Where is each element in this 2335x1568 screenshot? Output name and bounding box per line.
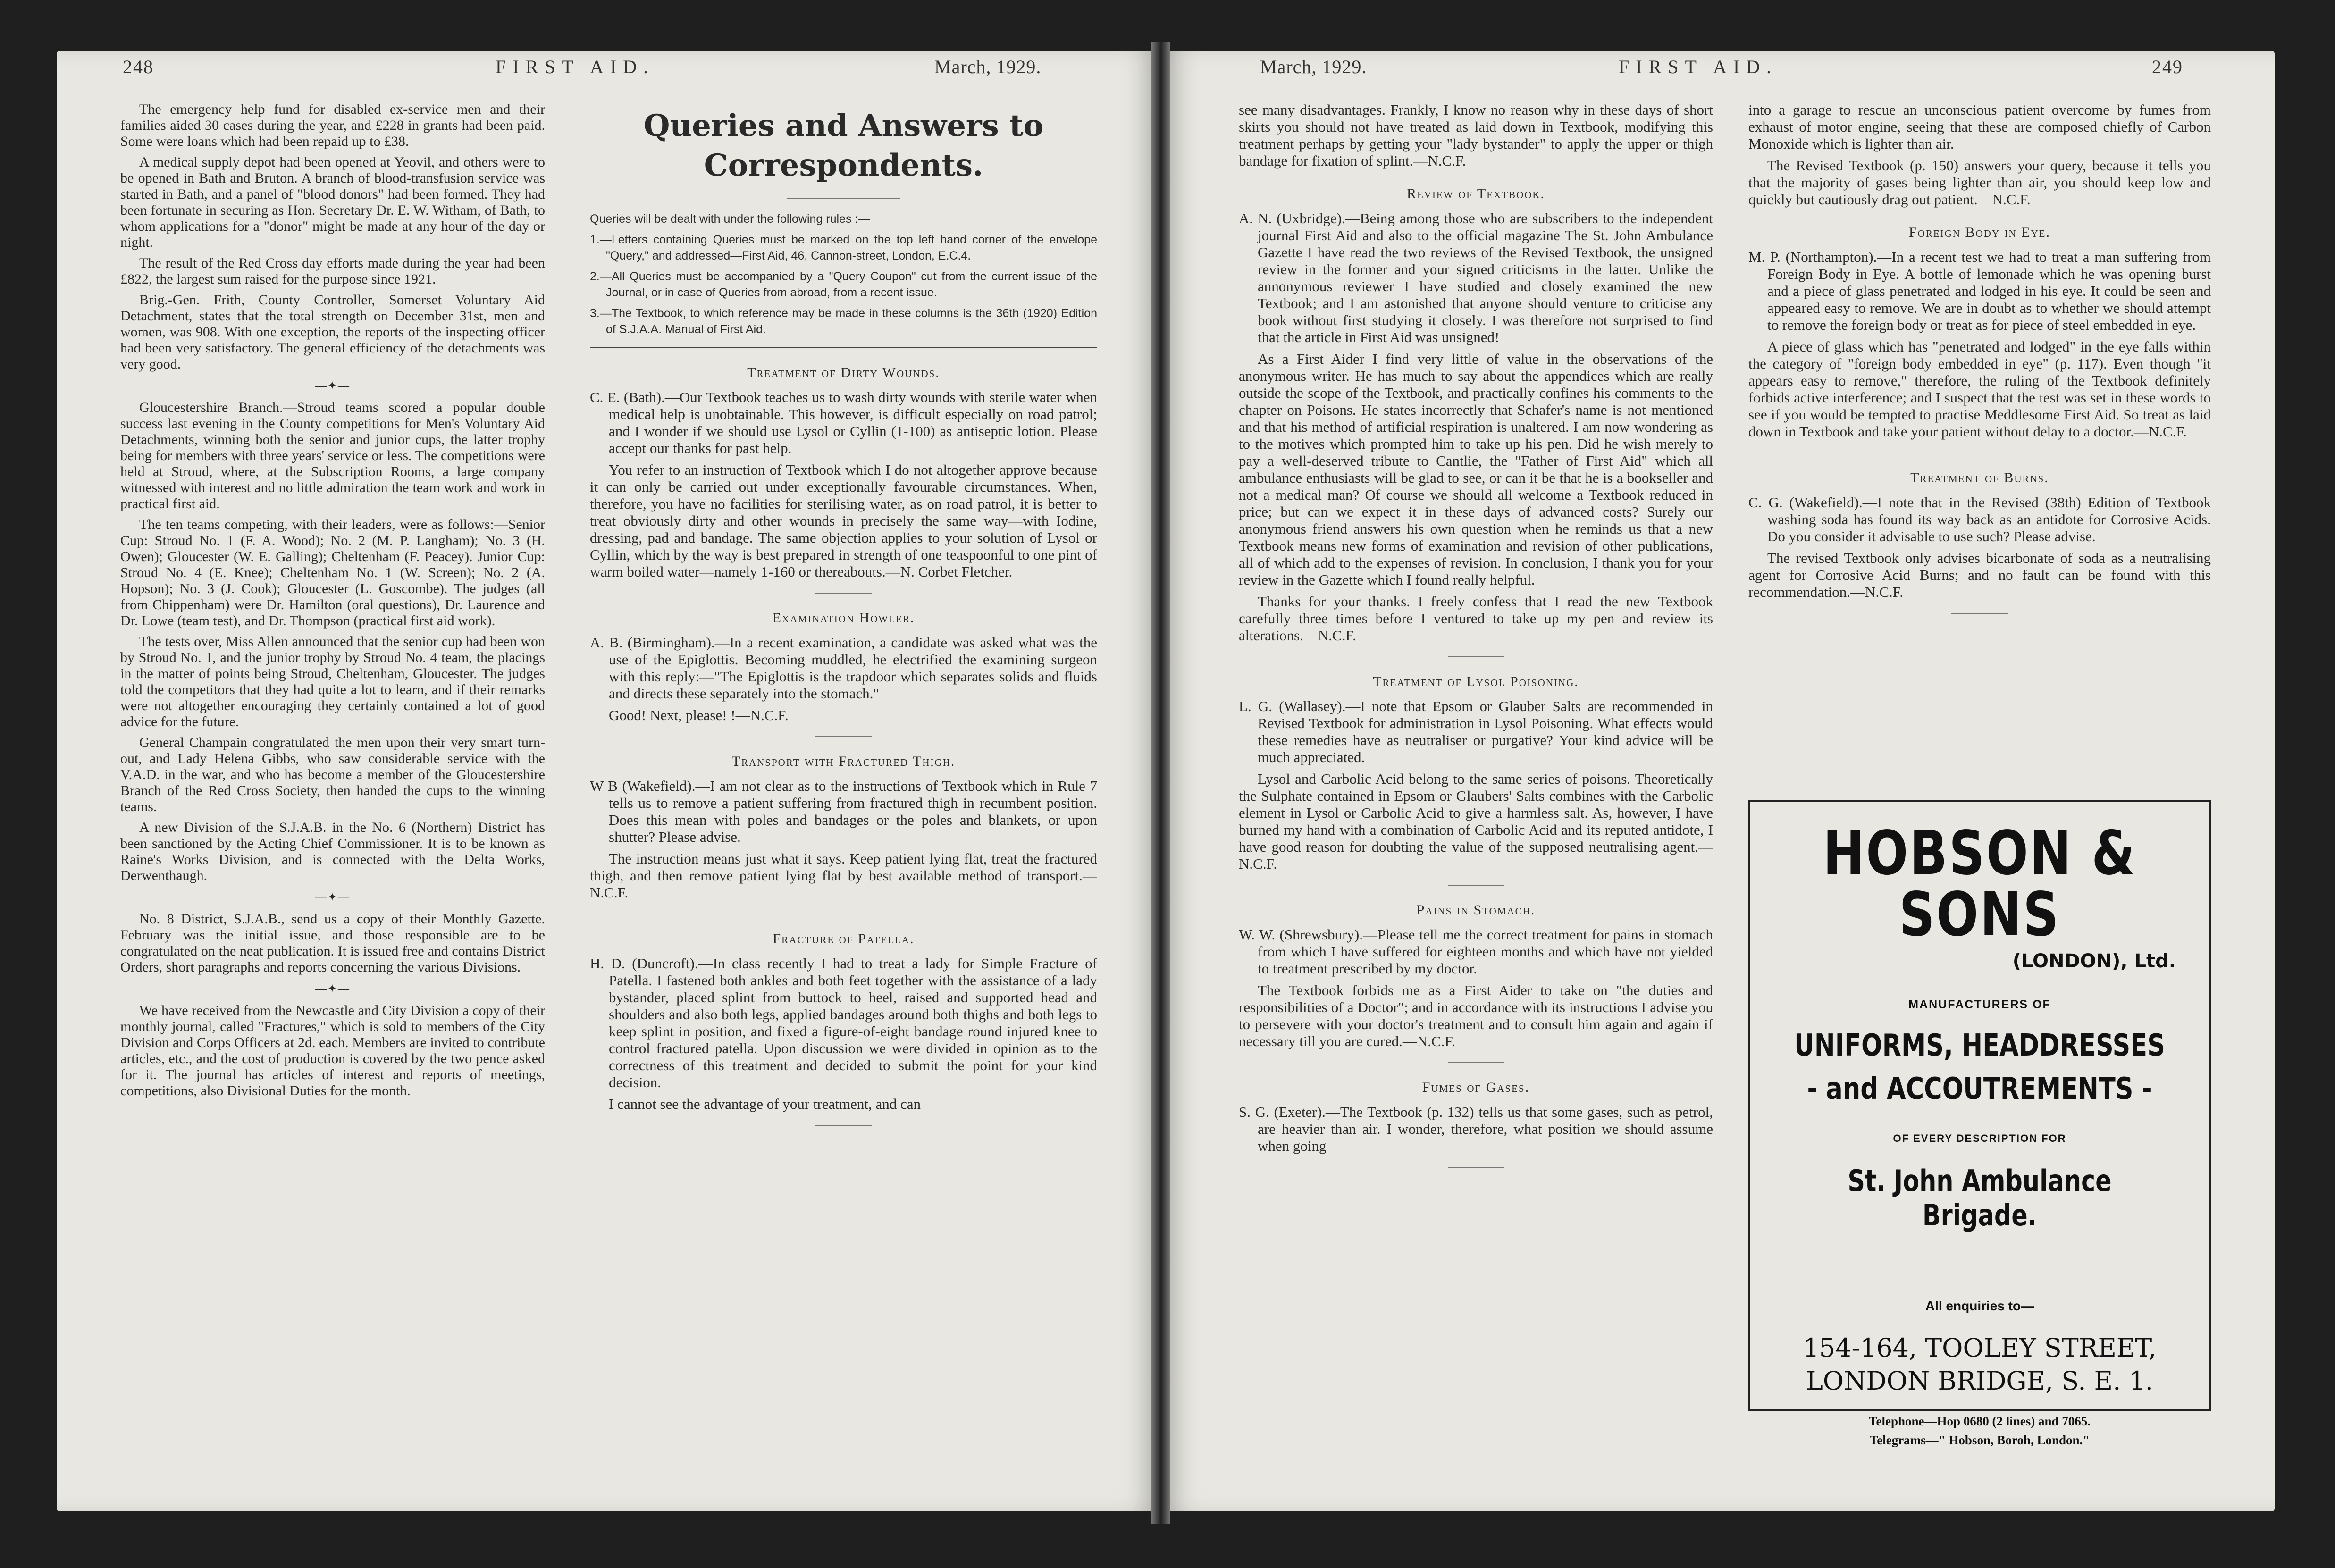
paragraph: We have received from the Newcastle and City Division a copy of their monthly journal, called "Fractures," which is sold to members of the City Division and Corps Officers at 2d. each. Members are invited to contribute articles, etc., and the cost of production is covered by the two pence asked for it. The journal has articles of interest and reports of meetings, competitions, also Divisional Duties for the month. xyxy=(120,1003,545,1098)
paragraph: A piece of glass which has "penetrated and lodged" in the eye falls within the category of "foreign body embedded in eye" (p. 117). Even though "it appears easy to remove," therefore, the ruling of the Textbook definitely forbids active interference; and I suspect that the test was set in these words to see if you would be tempted to practise Meddlesome First Aid. So treat as laid down in Textbook and take your patient without delay to a doctor.—N.C.F. xyxy=(1748,338,2211,440)
paragraph: The result of the Red Cross day efforts made during the year had been £822, the largest sum raised for the purpose since 1921. xyxy=(120,255,545,287)
section-heading: Treatment of Burns. xyxy=(1910,470,2049,486)
book-gutter xyxy=(1151,42,1170,1524)
advert-accoutrements: - and ACCOUTREMENTS - xyxy=(1807,1072,2152,1107)
left-issue-date: March, 1929. xyxy=(934,56,1042,77)
left-column-news xyxy=(120,101,545,1460)
divider xyxy=(1448,656,1504,657)
advert-address-line1: 154-164, TOOLEY STREET, xyxy=(1803,1333,2157,1363)
divider xyxy=(1448,1167,1504,1168)
divider xyxy=(1448,1062,1504,1063)
section-heading: Transport with Fractured Thigh. xyxy=(731,754,956,769)
section-heading: Review of Textbook. xyxy=(1406,186,1545,201)
divider xyxy=(815,736,872,737)
right-column-queries-2 xyxy=(1748,101,2211,786)
query-sections-left xyxy=(590,364,1097,1126)
advert-manufacturers: MANUFACTURERS OF xyxy=(1908,998,2051,1011)
paragraph: 3.—The Textbook, to which reference may be made in these columns is the 36th (1920) Edition of S.J.A.A. Manual of First Aid. xyxy=(590,307,1097,336)
paragraph: A. B. (Birmingham).—In a recent examination, a candidate was asked what was the use of the Epiglottis. Becoming muddled, he electrified the examining surgeon with this reply:—"The Epiglottis is the trapdoor which separates solids and fluids and directs these separately into the stomach." xyxy=(590,634,1097,702)
paragraph: Thanks for your thanks. I freely confess that I read the new Textbook carefully three times before I ventured to take up my pen and review its alterations.—N.C.F. xyxy=(1239,593,1713,644)
paragraph: Gloucestershire Branch.—Stroud teams scored a popular double success last evening in the County competitions for Men's Voluntary Aid Detachments, winning both the senior and junior cups, the latter trophy being for members with three years' service or less. The competitions were held at Stroud, where, at the Subscription Rooms, a large company witnessed with interest and no little admiration the team work and work in practical first aid. xyxy=(120,400,545,511)
query-sections-right xyxy=(1239,185,1713,1168)
ornament-divider: —✦— xyxy=(315,983,351,995)
paragraph: C. E. (Bath).—Our Textbook teaches us to wash dirty wounds with sterile water when medical help is unobtainable. This however, is difficult especially on road patrol; and I wonder if we should use Lysol or Cyllin (1-100) as antiseptic lotion. Please accept our thanks for past help. xyxy=(590,389,1097,456)
paragraph: You refer to an instruction of Textbook which I do not altogether approve because it can only be carried out under exceptionally favourable circumstances. When, therefore, you have no facilities for sterilising water, as on road patrol, it is better to treat obviously dirty and other wounds in precisely the same way—with Iodine, dressing, pad and bandage. The same objection applies to your solution of Lysol or Cyllin, which by the way is best prepared in strength of one teaspoonful to one pint of warm boiled water—namely 1-160 or thereabouts.—N. Corbet Fletcher. xyxy=(590,461,1097,580)
paragraph: Queries will be dealt with under the following rules :— xyxy=(590,212,870,226)
advert-brigade: St. John Ambulance Brigade. xyxy=(1848,1164,2112,1233)
paragraph: General Champain congratulated the men upon their very smart turn-out, and Lady Helena Gibbs, who saw considerable service with the V.A.D. in the war, and who has become a member of the Gloucestershire Branch of the Red Cross Society, then handed the cups to the winning teams. xyxy=(120,735,545,814)
paragraph: W. W. (Shrewsbury).—Please tell me the correct treatment for pains in stomach from which I have suffered for eighteen months and which have not yielded to treatment prescribed by my doctor. xyxy=(1239,926,1713,977)
advert-enquiries: All enquiries to— xyxy=(1925,1299,2034,1313)
right-column-queries xyxy=(1239,101,1713,1460)
advert-description: OF EVERY DESCRIPTION FOR xyxy=(1893,1132,2066,1144)
advert-telephone: Telephone—Hop 0680 (2 lines) and 7065. xyxy=(1868,1414,2091,1428)
divider xyxy=(1951,613,2008,614)
paragraph: The Textbook forbids me as a First Aider to take on "the duties and responsibilities of a Doctor"; and in accordance with its instructions I advise you to persevere with your doctor's treatment and to consult him again and again if necessary till you are cured.—N.C.F. xyxy=(1239,982,1713,1049)
section-heading: Foreign Body in Eye. xyxy=(1909,225,2050,240)
paragraph: The ten teams competing, with their leaders, were as follows:—Senior Cup: Stroud No. 1 (F. A. Wood); No. 2 (M. P. Langham); No. 3 (H. Owen); Gloucester (W. E. Galling); Cheltenham (F. Peacey). Junior Cup: Stroud No. 4 (E. Knee); Cheltenham No. 1 (W. Screen); No. 2 (A. Hopson); No. 3 (J. Cook); Gloucester (L. Goscombe). The judges (all from Chippenham) were Dr. Hamilton (oral questions), Dr. Laurence and Dr. Lowe (team test), and Dr. Thompson (practical first aid work). xyxy=(120,517,545,629)
paragraph: A medical supply depot had been opened at Yeovil, and others were to be opened in Bath and Bruton. A branch of blood-transfusion service was started in Bath, and a panel of "blood donors" had been formed. They had been fortunate in securing as Hon. Secretary Dr. E. W. Witham, of Bath, to whom applications for a "donor" might be made at any hour of the day or night. xyxy=(120,154,545,250)
hobson-advertisement xyxy=(1748,800,2211,1447)
paragraph: No. 8 District, S.J.A.B., send us a copy of their Monthly Gazette. February was the initial issue, and those responsible are to be congratulated on the neat publication. It is issued free and contains District Orders, short paragraphs and reports concerning the various Divisions. xyxy=(120,911,545,975)
section-heading: Examination Howler. xyxy=(772,610,915,626)
paragraph: A. N. (Uxbridge).—Being among those who are subscribers to the independent journal First Aid and also to the official magazine The St. John Ambulance Gazette I have read the two reviews of the Revised Textbook, the unsigned review in the former and your signed criticisms in the latter. Unlike the annonymous reviewer I have studied and closely examined the new Textbook; and I am astonished that anyone should venture to criticise any book without first studying it closely. I was therefore not surprised to find that the article in First Aid was unsigned! xyxy=(1239,210,1713,345)
paragraph: As a First Aider I find very little of value in the observations of the anonymous writer. He has much to say about the appendices which are really outside the scope of the Textbook, and practically confines his comments to the chapter on Poisons. He states incorrectly that Schafer's name is not mentioned and that his method of artificial respiration is unaltered. I am now wondering as to the motives which prompted him to take up his pen. Did he wish merely to pay a well-deserved tribute to Cantlie, the "Father of First Aid" which all ambulance enthusiasts will be glad to see, or can it be that he is a bookseller and not a medical man? Of course we should all welcome a Textbook reduced in price; but can we expect it in these days of advanced costs? Surely our anonymous friend answers his own question when he reminds us that a new Textbook means new forms of examination and revision of other publications, all of which add to the expenses of revision. In conclusion, I thank you for your review in the Gazette which I found really helpful. xyxy=(1239,351,1713,588)
paragraph: Lysol and Carbolic Acid belong to the same series of poisons. Theoretically the Sulphate contained in Epsom or Glaubers' Salts combines with the Carbolic element in Lysol or Carbolic Acid to give a harmless salt. As, however, I have burned my hand with a combination of Carbolic Acid and its reputed antidote, I have good reason for doubting the value of the supposed neutralising agent.—N.C.F. xyxy=(1239,771,1713,872)
section-heading: Pains in Stomach. xyxy=(1416,902,1536,918)
paragraph: The Revised Textbook (p. 150) answers your query, because it tells you that the majority of gases being lighter than air, you should keep low and quickly but cautiously drag out patient.—N.C.F. xyxy=(1748,157,2211,208)
advert-address-line2: LONDON BRIDGE, S. E. 1. xyxy=(1806,1366,2153,1396)
divider xyxy=(815,1125,872,1126)
paragraph: The emergency help fund for disabled ex-service men and their families aided 30 cases during the year, and £228 in grants had been paid. Some were loans which had been repaid up to £38. xyxy=(120,101,545,149)
right-page-number: 249 xyxy=(2152,56,2183,77)
section-heading: Fumes of Gases. xyxy=(1422,1080,1530,1095)
left-page-number: 248 xyxy=(123,56,154,77)
ornament-divider: —✦— xyxy=(315,380,351,392)
right-running-title: FIRST AID. xyxy=(1619,56,1778,77)
paragraph: The tests over, Miss Allen announced that the senior cup had been won by Stroud No. 1, and the junior trophy by Stroud No. 4 team, the placings in the matter of points being Stroud, Cheltenham, Gloucester. The judges told the competitors that they had quite a lot to learn, and if their remarks were not altogether encouraging they certainly contained a lot of good advice for the future. xyxy=(120,634,545,729)
queries-title-line1: Queries and Answers to xyxy=(643,108,1044,143)
left-column-queries xyxy=(590,101,1097,1460)
right-issue-date: March, 1929. xyxy=(1260,56,1367,77)
paragraph: The instruction means just what it says. Keep patient lying flat, treat the fractured thigh, and then remove patient lying flat by best available method of transport.—N.C.F. xyxy=(590,850,1097,901)
query-sections-right-2 xyxy=(1748,224,2211,614)
section-heading: Fracture of Patella. xyxy=(773,931,915,947)
advert-telegrams: Telegrams—" Hobson, Boroh, London." xyxy=(1869,1433,2090,1447)
queries-title xyxy=(590,106,1097,185)
section-heading: Treatment of Dirty Wounds. xyxy=(747,365,940,380)
continued-answer: see many disadvantages. Frankly, I know no reason why in these days of short skirts you should not have treated as laid down in Textbook, modifying this treatment perhaps by getting your "lady bystander" to apply the upper or thigh bandage for fixation of splint.—N.C.F. xyxy=(1239,101,1713,169)
paragraph: Brig.-Gen. Frith, County Controller, Somerset Voluntary Aid Detachment, states that the total strength on December 31st, men and women, was 908. With one exception, the reports of the inspecting officer had been very satisfactory. The general efficiency of the detachments was very good. xyxy=(120,292,545,372)
continued-query xyxy=(1748,101,2211,208)
advert-company-name: HOBSON & SONS xyxy=(1823,818,2137,950)
paragraph: 1.—Letters containing Queries must be marked on the top left hand corner of the envelope "Query," and addressed—First Aid, 46, Cannon-street, London, E.C.4. xyxy=(590,233,1097,262)
paragraph: C. G. (Wakefield).—I note that in the Revised (38th) Edition of Textbook washing soda has found its way back as an antidote for Corrosive Acids. Do you consider it advisable to use such? Please advise. xyxy=(1748,494,2211,545)
paragraph: M. P. (Northampton).—In a recent test we had to treat a man suffering from Foreign Body in Eye. A bottle of lemonade which he was opening burst and a piece of glass penetrated and lodged in his eye. It could be seen and appeared easy to remove. We are in doubt as to whether we should attempt to remove the foreign body or treat as for piece of steel embedded in eye. xyxy=(1748,249,2211,333)
advert-ltd: (LONDON), Ltd. xyxy=(2012,950,2176,972)
paragraph: S. G. (Exeter).—The Textbook (p. 132) tells us that some gases, such as petrol, are heavier than air. I wonder, therefore, what position we should assume when going xyxy=(1239,1104,1713,1154)
section-heading: Treatment of Lysol Poisoning. xyxy=(1373,674,1579,689)
divider xyxy=(1448,885,1504,886)
ornament-divider: —✦— xyxy=(315,891,351,904)
paragraph: W B (Wakefield).—I am not clear as to the instructions of Textbook which in Rule 7 tells us to remove a patient suffering from fractured thigh in recumbent position. Does this mean with poles and bandages or the poles and blankets, or upon shutter? Please advise. xyxy=(590,778,1097,845)
paragraph: L. G. (Wallasey).—I note that Epsom or Glauber Salts are recommended in Revised Textbook for administration in Lysol Poisoning. What effects would these remedies have as neutraliser or purgative? Your kind advice will be much appreciated. xyxy=(1239,698,1713,765)
left-running-title: FIRST AID. xyxy=(496,56,655,77)
paragraph: The revised Textbook only advises bicarbonate of soda as a neutralising agent for Corrosive Acid Burns; and no fault can be found with this recommendation.—N.C.F. xyxy=(1748,550,2211,600)
paragraph: 2.—All Queries must be accompanied by a "Query Coupon" cut from the current issue of the Journal, or in case of Queries from abroad, from a recent issue. xyxy=(590,270,1097,299)
advert-uniforms: UNIFORMS, HEADDRESSES xyxy=(1794,1028,2165,1063)
paragraph: I cannot see the advantage of your treatment, and can xyxy=(609,1096,921,1112)
paragraph: Good! Next, please! !—N.C.F. xyxy=(609,707,789,723)
queries-title-line2: Correspondents. xyxy=(704,148,983,183)
divider xyxy=(815,593,872,594)
paragraph: A new Division of the S.J.A.B. in the No. 6 (Northern) District has been sanctioned by the Acting Chief Commissioner. It is to be known as Raine's Works Division, and is connected with the Delta Works, Derwenthaugh. xyxy=(120,820,545,883)
paragraph: H. D. (Duncroft).—In class recently I had to treat a lady for Simple Fracture of Patella. I fastened both ankles and both feet together with the assistance of a lady bystander, placed splint from buttock to heel, raised and supported head and shoulders and also both legs, applied bandages around both thighs and both legs to keep splint in position, and fixed a figure-of-eight bandage round injured knee to control fractured patella. Upon discussion we were divided in opinion as to the correctness of this treatment and decided to submit the point for your kind decision. xyxy=(590,955,1097,1090)
paragraph: into a garage to rescue an unconscious patient overcome by fumes from exhaust of motor engine, seeing that these are composed chiefly of Carbon Monoxide which is lighter than air. xyxy=(1748,101,2211,152)
query-rules xyxy=(590,211,1097,337)
